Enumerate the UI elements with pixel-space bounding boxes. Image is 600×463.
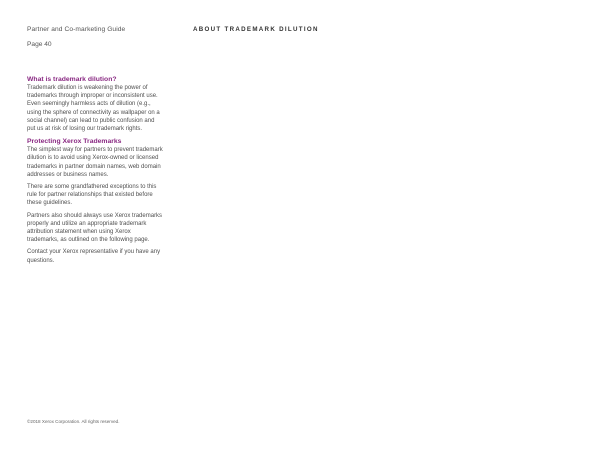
content-column bbox=[27, 75, 163, 269]
paragraph-prevent-dilution: The simplest way for partners to prevent trademark dilution is to avoid using Xerox-owned or licensed trademarks in partner domain names, web domain addresses or business names. bbox=[27, 147, 163, 178]
heading-protecting-trademarks: Protecting Xerox Trademarks bbox=[27, 138, 122, 146]
guide-title: Partner and Co-marketing Guide bbox=[27, 26, 126, 33]
heading-what-is-dilution: What is trademark dilution? bbox=[27, 76, 117, 83]
page-number: Page 40 bbox=[27, 41, 52, 48]
paragraph-grandfathered-exceptions: There are some grandfathered exceptions to this rule for partner relationships that existed before these guidelines. bbox=[27, 184, 157, 207]
section-title: ABOUT TRADEMARK DILUTION bbox=[193, 26, 319, 33]
footer-copyright: ©2018 Xerox Corporation. All rights reserved. bbox=[27, 419, 120, 424]
paragraph-dilution-definition: Trademark dilution is weakening the power of trademarks through improper or inconsistent use. Even seemingly harmless acts of dilution (e.g., using the sphere of connectivity as wallpaper on a social channel) can lead to public confusion and put us at risk of losing our trademark rights. bbox=[27, 85, 160, 133]
paragraph-proper-use: Partners also should always use Xerox trademarks properly and utilize an appropriate trademark attribution statement when using Xerox trademarks, as outlined on the following page. bbox=[27, 212, 163, 244]
paragraph-contact: Contact your Xerox representative if you have any questions. bbox=[27, 249, 161, 264]
